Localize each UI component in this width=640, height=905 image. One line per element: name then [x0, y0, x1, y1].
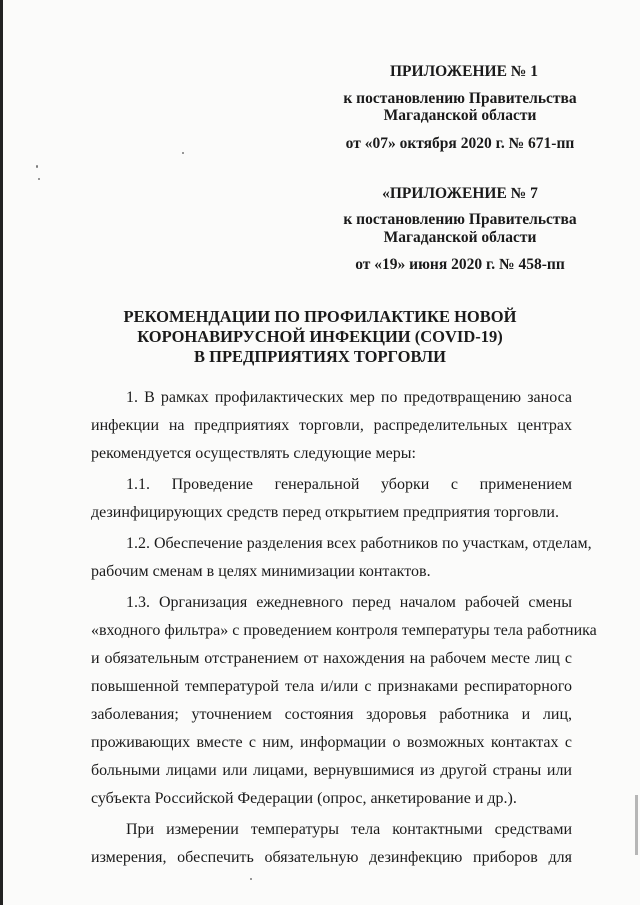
text-line: субъекта Российской Федерации (опрос, анкетирование и др.).: [91, 790, 517, 807]
text-line: и обязательным отстранением от нахождения на рабочем месте лиц с: [91, 650, 572, 667]
document-body: [91, 384, 597, 875]
document-title-line1: РЕКОМЕНДАЦИИ ПО ПРОФИЛАКТИКЕ НОВОЙ: [123, 307, 517, 326]
text-line: 1.3. Организация ежедневного перед началом рабочей смены: [126, 594, 572, 611]
paragraph-1-2: [91, 530, 592, 586]
appendix7-title: «ПРИЛОЖЕНИЕ № 7: [382, 185, 538, 202]
scan-right-edge-mark: [635, 795, 638, 855]
paragraph-measurement: [91, 816, 572, 872]
appendix7-line1: к постановлению Правительства: [343, 211, 577, 228]
paragraph-1-1: [91, 471, 572, 527]
text-line: «входного фильтра» с проведением контроля температуры тела работника: [91, 622, 597, 639]
text-line: рабочим сменам в целях минимизации контактов.: [91, 563, 431, 580]
text-line: измерения, обеспечить обязательную дезинфекцию приборов для: [91, 849, 572, 866]
appendix1-line2: Магаданской области: [383, 107, 537, 124]
text-line: инфекции на предприятиях торговли, распределительных центрах: [91, 417, 572, 434]
scan-speck: [182, 152, 184, 154]
text-line: больными лицами или лицами, вернувшимися из другой страны или: [91, 762, 572, 779]
text-line: заболевания; уточнением состояния здоровья работника и лиц,: [91, 706, 572, 723]
scan-speck: [38, 178, 40, 180]
text-line: 1.1. Проведение генеральной уборки с применением: [126, 476, 572, 493]
appendix1-line1: к постановлению Правительства: [343, 90, 577, 107]
document-title-line2: КОРОНАВИРУСНОЙ ИНФЕКЦИИ (COVID-19): [137, 327, 503, 346]
text-line: проживающих вместе с ним, информации о возможных контактах с: [91, 734, 572, 751]
text-line: 1.2. Обеспечение разделения всех работников по участкам, отделам,: [126, 535, 592, 552]
document-title: [0, 307, 640, 367]
appendix7-date: от «19» июня 2020 г. № 458-пп: [355, 256, 565, 273]
text-line: повышенной температурой тела и/или с признаками респираторного: [91, 678, 572, 695]
text-line: рекомендуется осуществлять следующие меры:: [91, 445, 416, 462]
scan-left-edge: [0, 0, 3, 905]
document-title-line3: В ПРЕДПРИЯТИЯХ ТОРГОВЛИ: [194, 347, 446, 366]
appendix1-date: от «07» октября 2020 г. № 671-пп: [345, 135, 575, 152]
appendix1-title: ПРИЛОЖЕНИЕ № 1: [390, 63, 538, 80]
scan-speck: [250, 878, 252, 880]
paragraph-1: [91, 384, 572, 468]
appendix7-line2: Магаданской области: [383, 229, 537, 246]
text-line: 1. В рамках профилактических мер по предотвращению заноса: [126, 389, 572, 406]
text-line: При измерении температуры тела контактными средствами: [126, 821, 572, 838]
text-line: дезинфицирующих средств перед открытием предприятия торговли.: [91, 504, 559, 521]
scan-speck: [36, 165, 38, 168]
paragraph-1-3: [91, 589, 597, 813]
